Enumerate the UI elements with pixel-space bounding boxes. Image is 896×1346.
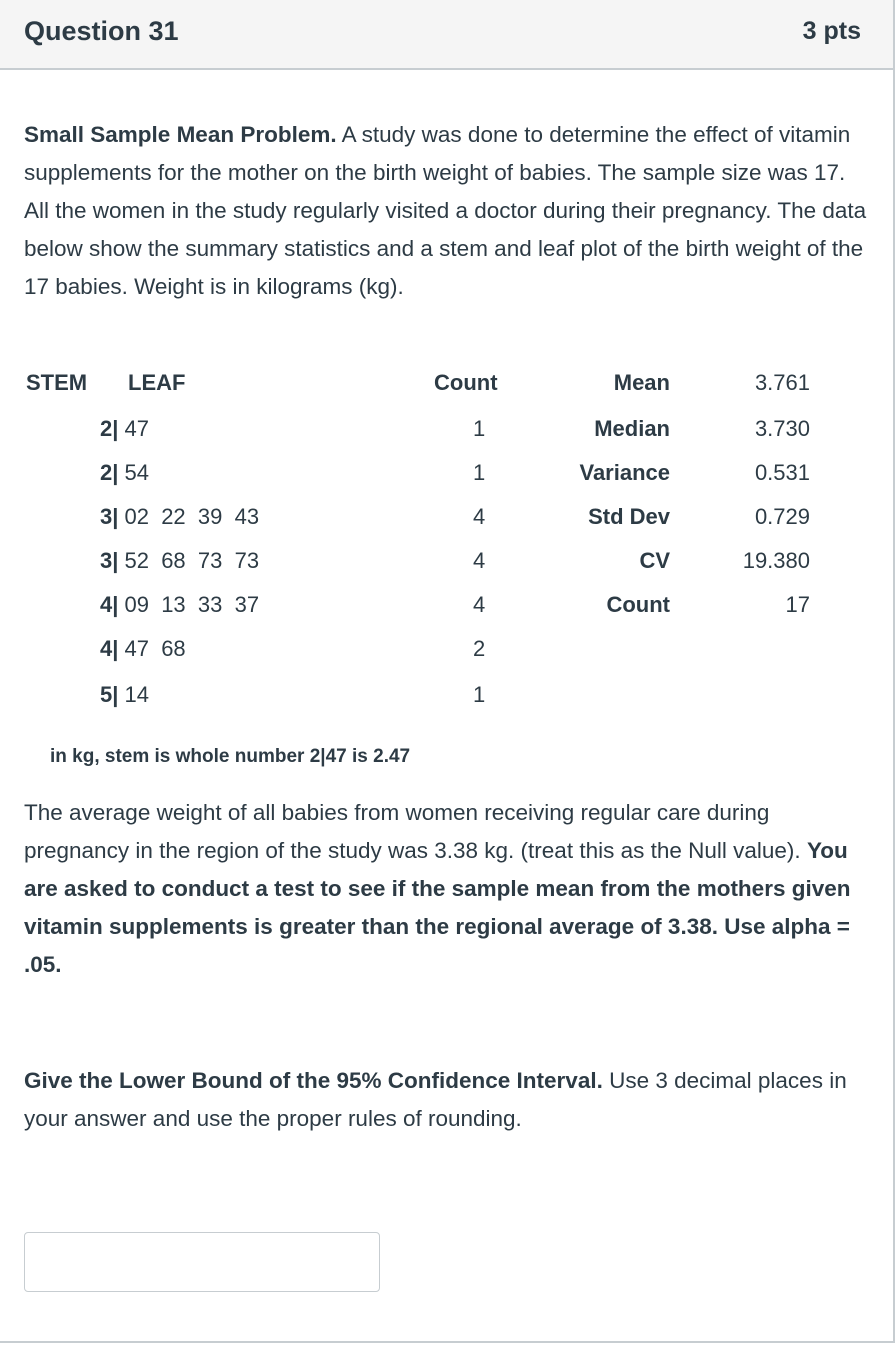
stat-value-cv: 19.380	[742, 548, 810, 573]
stem-value: 2|	[100, 460, 119, 485]
stat-value-median: 3.730	[754, 416, 810, 441]
stat-label-cv: CV	[639, 548, 670, 573]
stem-leaf-row	[100, 416, 149, 442]
stat-label-count: Count	[606, 592, 670, 617]
stat-value-std-dev: 0.729	[754, 504, 810, 529]
row-count: 1	[473, 416, 486, 441]
stat-label-variance: Variance	[579, 460, 670, 485]
stem-value: 5|	[100, 682, 119, 707]
stat-label-std-dev: Std Dev	[588, 504, 670, 529]
stem-leaf-row	[100, 592, 259, 618]
question-header	[0, 0, 893, 70]
leaf-value: 47	[118, 416, 149, 441]
stem-leaf-row	[100, 460, 149, 486]
stem-value: 2|	[100, 416, 119, 441]
stem-value: 4|	[100, 636, 119, 661]
question-prompt-text: Use 3 decimal places in your answer and use the proper rules of rounding.	[24, 1068, 847, 1131]
stem-value: 4|	[100, 592, 119, 617]
leaf-value: 47 68	[118, 636, 186, 661]
leaf-header: LEAF	[128, 370, 186, 395]
problem-intro	[24, 116, 869, 306]
problem-intro-bold: Small Sample Mean Problem.	[24, 122, 337, 147]
problem-context-text: The average weight of all babies from women receiving regular care during pregnancy in the region of the study was 3.38 kg. (treat this as the Null value).	[24, 800, 807, 863]
leaf-value: 09 13 33 37	[118, 592, 260, 617]
leaf-value: 14	[118, 682, 149, 707]
answer-input[interactable]	[24, 1232, 380, 1292]
stat-value-mean: 3.761	[754, 370, 810, 395]
stem-header: STEM	[26, 370, 88, 395]
problem-intro-text: A study was done to determine the effect of vitamin supplements for the mother on the birth weight of babies. The sample size was 17. All the women in the study regularly visited a doctor during their pregnancy. The data below show the summary statistics and a stem and leaf plot of the birth weight of the 17 babies. Weight is in kilograms (kg).	[24, 122, 867, 299]
stat-label-mean: Mean	[613, 370, 670, 395]
problem-context	[24, 794, 869, 984]
stat-value-count: 17	[785, 592, 810, 617]
stem-leaf-row	[100, 504, 259, 530]
stem-leaf-row	[100, 636, 186, 662]
row-count: 2	[473, 636, 486, 661]
stem-leaf-row	[100, 548, 259, 574]
stat-value-variance: 0.531	[754, 460, 810, 485]
stem-value: 3|	[100, 548, 119, 573]
question-prompt-bold: Give the Lower Bound of the 95% Confidence Interval.	[24, 1068, 603, 1093]
row-count: 4	[473, 504, 486, 529]
count-header: Count	[434, 370, 498, 395]
stem-leaf-note: in kg, stem is whole number 2|47 is 2.47	[50, 746, 411, 767]
question-points: 3 pts	[802, 17, 861, 45]
question-title: Question 31	[24, 16, 179, 46]
leaf-value: 02 22 39 43	[118, 504, 260, 529]
row-count: 1	[473, 460, 486, 485]
row-count: 4	[473, 548, 486, 573]
problem-context-bold: You are asked to conduct a test to see if the sample mean from the mothers given vitamin supplements is greater than the regional average of 3.38. Use alpha = .05.	[24, 838, 851, 977]
leaf-value: 52 68 73 73	[118, 548, 260, 573]
row-count: 4	[473, 592, 486, 617]
stem-leaf-row	[100, 682, 149, 708]
stem-value: 3|	[100, 504, 119, 529]
row-count: 1	[473, 682, 486, 707]
leaf-value: 54	[118, 460, 149, 485]
stat-label-median: Median	[594, 416, 670, 441]
question-prompt	[24, 1062, 869, 1138]
